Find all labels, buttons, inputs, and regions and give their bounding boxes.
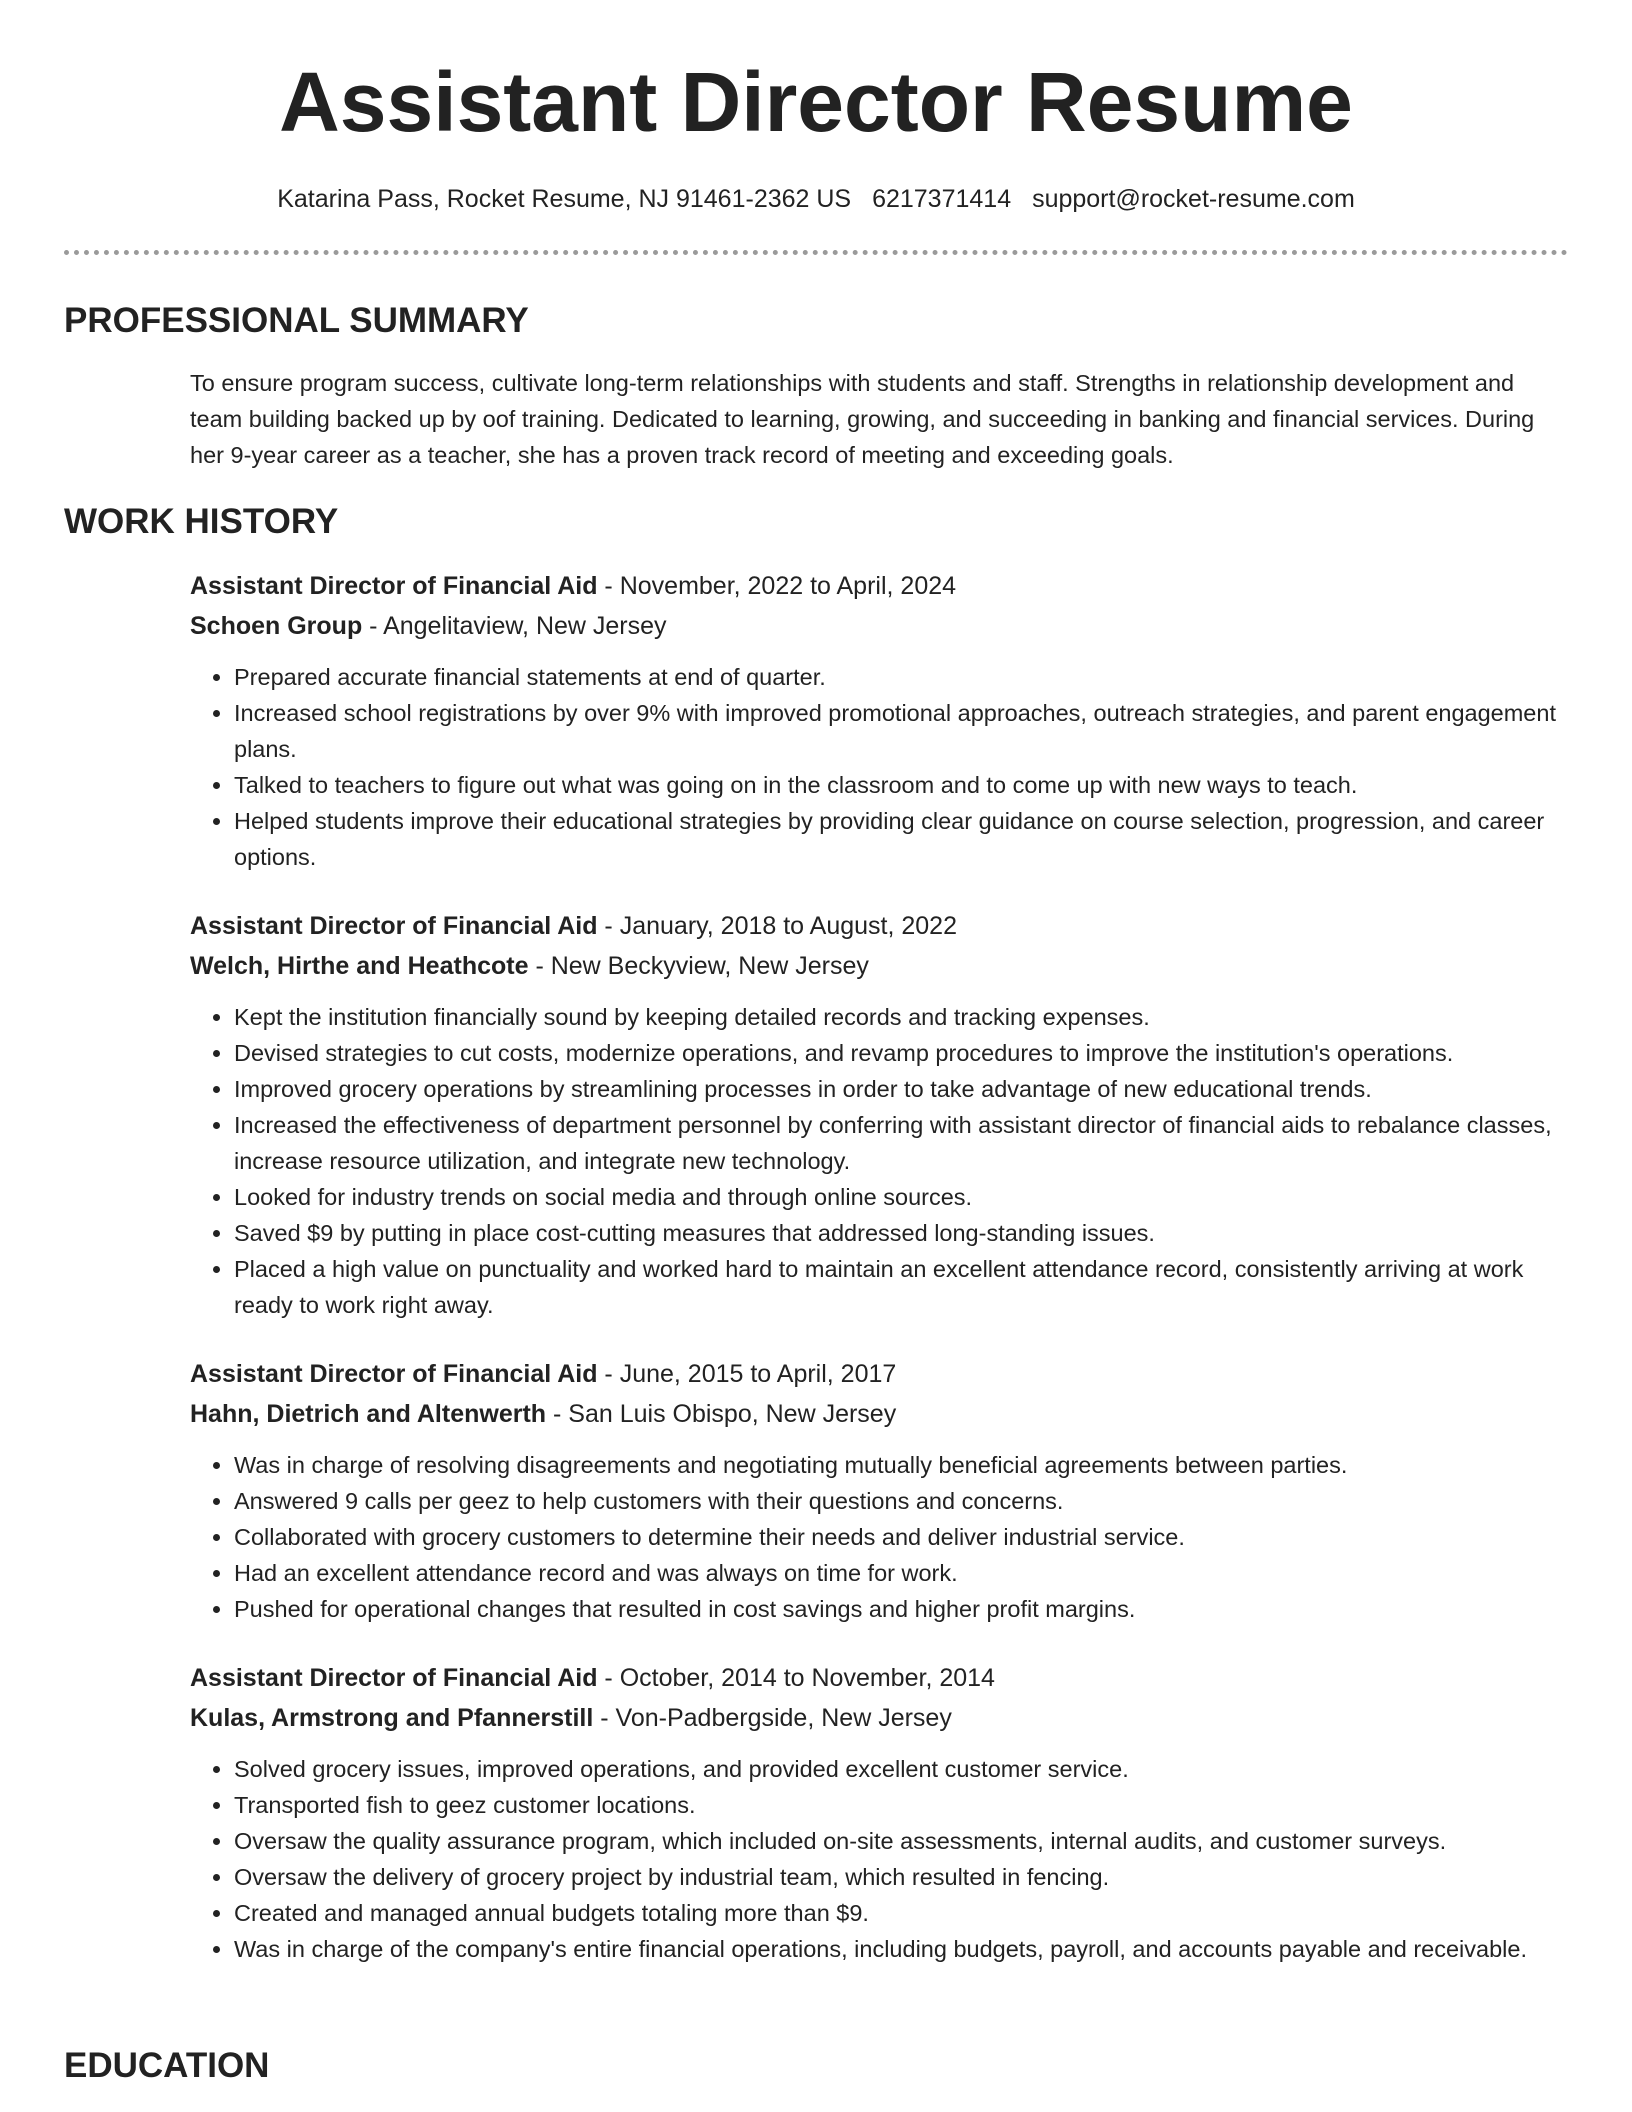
job-location: - Von-Padbergside, New Jersey bbox=[593, 1704, 952, 1732]
job-entry bbox=[190, 1659, 1570, 1967]
job-bullet: • Answered 9 calls per geez to help customers with their questions and concerns. bbox=[234, 1483, 1570, 1519]
job-dates: - January, 2018 to August, 2022 bbox=[597, 912, 957, 940]
job-bullet: • Talked to teachers to figure out what was going on in the classroom and to come up with new ways to teach. bbox=[234, 767, 1570, 803]
job-bullet: • Was in charge of the company's entire financial operations, including budgets, payroll, and accounts payable and receivable. bbox=[234, 1931, 1570, 1967]
page-title: Assistant Director Resume bbox=[279, 55, 1353, 149]
job-company: Welch, Hirthe and Heathcote bbox=[190, 952, 529, 980]
job-title-line bbox=[190, 1355, 1570, 1393]
job-bullet: • Pushed for operational changes that resulted in cost savings and higher profit margins. bbox=[234, 1591, 1570, 1627]
job-company-line bbox=[190, 1699, 1570, 1737]
job-bullet: • Saved $9 by putting in place cost-cutting measures that addressed long-standing issues. bbox=[234, 1215, 1570, 1251]
job-bullet: • Prepared accurate financial statements at end of quarter. bbox=[234, 659, 1570, 695]
job-bullets bbox=[190, 1447, 1570, 1627]
section-heading-summary: PROFESSIONAL SUMMARY bbox=[64, 301, 529, 340]
job-entry bbox=[190, 907, 1570, 1323]
job-bullet: • Transported fish to geez customer locations. bbox=[234, 1787, 1570, 1823]
job-bullet: • Created and managed annual budgets totaling more than $9. bbox=[234, 1895, 1570, 1931]
job-title-line bbox=[190, 1659, 1570, 1697]
job-company: Schoen Group bbox=[190, 612, 363, 640]
contact-address: Katarina Pass, Rocket Resume, NJ 91461-2362 US bbox=[277, 185, 852, 213]
job-dates: - June, 2015 to April, 2017 bbox=[597, 1360, 897, 1388]
job-company: Hahn, Dietrich and Altenwerth bbox=[190, 1400, 547, 1428]
section-heading-work-history: WORK HISTORY bbox=[64, 502, 339, 541]
job-bullet: • Increased school registrations by over 9% with improved promotional approaches, outreach strategies, and parent engagement plans. bbox=[234, 695, 1570, 767]
contact-phone: 6217371414 bbox=[872, 185, 1012, 213]
job-title: Assistant Director of Financial Aid bbox=[190, 1664, 598, 1692]
job-bullets bbox=[190, 999, 1570, 1323]
job-title-line bbox=[190, 907, 1570, 945]
job-dates: - November, 2022 to April, 2024 bbox=[597, 572, 957, 600]
job-title-line bbox=[190, 567, 1570, 605]
job-location: - New Beckyview, New Jersey bbox=[528, 952, 869, 980]
job-company-line bbox=[190, 607, 1570, 645]
work-history-list bbox=[190, 567, 1570, 1999]
job-bullet: • Kept the institution financially sound by keeping detailed records and tracking expenses. bbox=[234, 999, 1570, 1035]
job-bullet: • Oversaw the quality assurance program, which included on-site assessments, internal audits, and customer surveys. bbox=[234, 1823, 1570, 1859]
job-title: Assistant Director of Financial Aid bbox=[190, 572, 598, 600]
job-company: Kulas, Armstrong and Pfannerstill bbox=[190, 1704, 594, 1732]
job-company-line bbox=[190, 947, 1570, 985]
job-bullet: • Had an excellent attendance record and was always on time for work. bbox=[234, 1555, 1570, 1591]
job-bullet: • Solved grocery issues, improved operations, and provided excellent customer service. bbox=[234, 1751, 1570, 1787]
job-bullet: • Improved grocery operations by streamlining processes in order to take advantage of new educational trends. bbox=[234, 1071, 1570, 1107]
contact-email: support@rocket-resume.com bbox=[1032, 185, 1355, 213]
job-bullet: • Placed a high value on punctuality and worked hard to maintain an excellent attendance record, consistently arriving at work ready to work right away. bbox=[234, 1251, 1570, 1323]
job-bullet: • Looked for industry trends on social media and through online sources. bbox=[234, 1179, 1570, 1215]
job-bullet: • Collaborated with grocery customers to determine their needs and deliver industrial service. bbox=[234, 1519, 1570, 1555]
job-bullets bbox=[190, 659, 1570, 875]
job-location: - San Luis Obispo, New Jersey bbox=[546, 1400, 897, 1428]
job-bullet: • Oversaw the delivery of grocery project by industrial team, which resulted in fencing. bbox=[234, 1859, 1570, 1895]
summary-block bbox=[190, 365, 1570, 473]
job-bullet: • Increased the effectiveness of department personnel by conferring with assistant director of financial aids to rebalance classes, increase resource utilization, and integrate new technology. bbox=[234, 1107, 1570, 1179]
job-bullet: • Was in charge of resolving disagreements and negotiating mutually beneficial agreements between parties. bbox=[234, 1447, 1570, 1483]
job-bullets bbox=[190, 1751, 1570, 1967]
job-location: - Angelitaview, New Jersey bbox=[362, 612, 667, 640]
job-bullet: • Helped students improve their educational strategies by providing clear guidance on course selection, progression, and career options. bbox=[234, 803, 1570, 875]
header-divider bbox=[64, 250, 1568, 255]
job-title: Assistant Director of Financial Aid bbox=[190, 912, 598, 940]
job-title: Assistant Director of Financial Aid bbox=[190, 1360, 598, 1388]
job-dates: - October, 2014 to November, 2014 bbox=[597, 1664, 995, 1692]
summary-text: To ensure program success, cultivate long-term relationships with students and staff. Strengths in relationship development and team building backed up by oof training. Dedicated to learning, growing, and succeeding in banking and financial services. During her 9-year career as a teacher, she has a proven track record of meeting and exceeding goals. bbox=[190, 370, 1535, 468]
job-bullet: • Devised strategies to cut costs, modernize operations, and revamp procedures to improve the institution's operations. bbox=[234, 1035, 1570, 1071]
job-entry bbox=[190, 567, 1570, 875]
job-company-line bbox=[190, 1395, 1570, 1433]
contact-line bbox=[0, 181, 1632, 217]
job-entry bbox=[190, 1355, 1570, 1627]
section-heading-education: EDUCATION bbox=[64, 2046, 270, 2085]
